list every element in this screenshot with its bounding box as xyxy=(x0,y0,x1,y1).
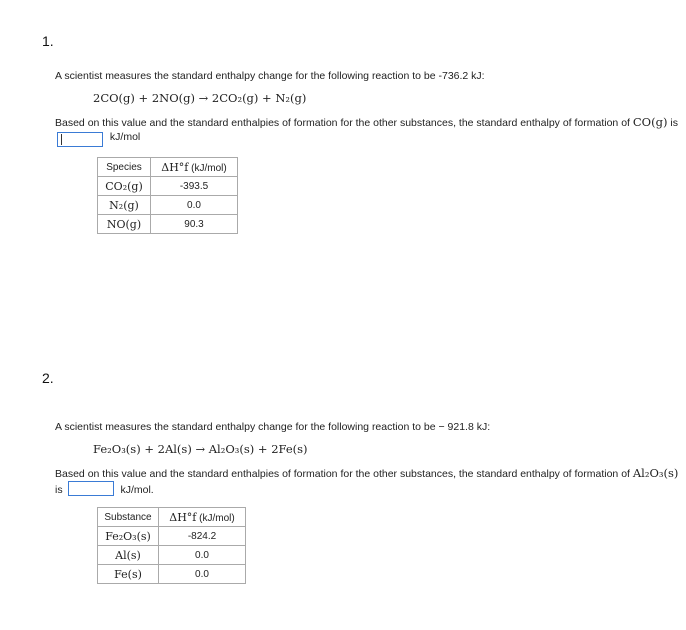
problem-1 xyxy=(55,70,680,234)
problem-number: 2. xyxy=(42,370,54,386)
text-caret xyxy=(61,134,62,145)
value-cell: 0.0 xyxy=(159,565,246,584)
value-cell: -393.5 xyxy=(151,177,238,196)
species-cell: N₂(g) xyxy=(98,196,151,215)
table-header-species: Species xyxy=(98,158,151,177)
answer-unit: kJ/mol xyxy=(109,131,141,143)
problem-2 xyxy=(55,421,680,584)
reaction-equation: Fe₂O₃(s) + 2Al(s) → Al₂O₃(s) + 2Fe(s) xyxy=(93,442,308,456)
table-header-row xyxy=(98,508,246,527)
target-species: CO(g) xyxy=(632,115,668,129)
answer-input[interactable] xyxy=(68,481,114,496)
species-cell: Fe(s) xyxy=(98,565,159,584)
species-cell: Al(s) xyxy=(98,546,159,565)
question-is: is xyxy=(667,117,678,129)
table-row xyxy=(98,546,246,565)
table-header-enthalpy xyxy=(159,508,246,527)
question-is: is xyxy=(55,484,63,496)
answer-input[interactable] xyxy=(57,132,103,147)
question-text xyxy=(55,115,680,147)
problem-statement: A scientist measures the standard enthalpy change for the following reaction to be − 921.8 kJ: xyxy=(55,421,491,433)
species-cell: Fe₂O₃(s) xyxy=(98,527,159,546)
answer-unit: kJ/mol. xyxy=(120,484,154,496)
table-row xyxy=(98,565,246,584)
question-lead: Based on this value and the standard enthalpies of formation for the other substances, the standard enthalpy of formation of xyxy=(55,468,633,480)
reaction-equation: 2CO(g) + 2NO(g) → 2CO₂(g) + N₂(g) xyxy=(93,91,307,105)
problem-number: 1. xyxy=(42,33,54,49)
table-header-species: Substance xyxy=(98,508,159,527)
table-row xyxy=(98,527,246,546)
value-cell: 0.0 xyxy=(151,196,238,215)
enthalpy-symbol: ΔH°f xyxy=(161,160,189,174)
table-header-enthalpy xyxy=(151,158,238,177)
table-header-row xyxy=(98,158,238,177)
value-cell: -824.2 xyxy=(159,527,246,546)
target-species: Al₂O₃(s) xyxy=(632,466,679,480)
species-cell: CO₂(g) xyxy=(98,177,151,196)
problem-statement: A scientist measures the standard enthalpy change for the following reaction to be -736.2 kJ: xyxy=(55,70,485,82)
table-row xyxy=(98,196,238,215)
question-text xyxy=(55,466,680,497)
value-cell: 90.3 xyxy=(151,215,238,234)
value-cell: 0.0 xyxy=(159,546,246,565)
enthalpy-table xyxy=(97,157,238,234)
enthalpy-symbol: ΔH°f xyxy=(169,510,197,524)
question-lead: Based on this value and the standard enthalpies of formation for the other substances, the standard enthalpy of formation of xyxy=(55,117,633,129)
species-cell: NO(g) xyxy=(98,215,151,234)
enthalpy-unit: (kJ/mol) xyxy=(191,162,227,174)
table-row xyxy=(98,215,238,234)
table-row xyxy=(98,177,238,196)
enthalpy-unit: (kJ/mol) xyxy=(199,512,235,524)
enthalpy-table xyxy=(97,507,246,584)
